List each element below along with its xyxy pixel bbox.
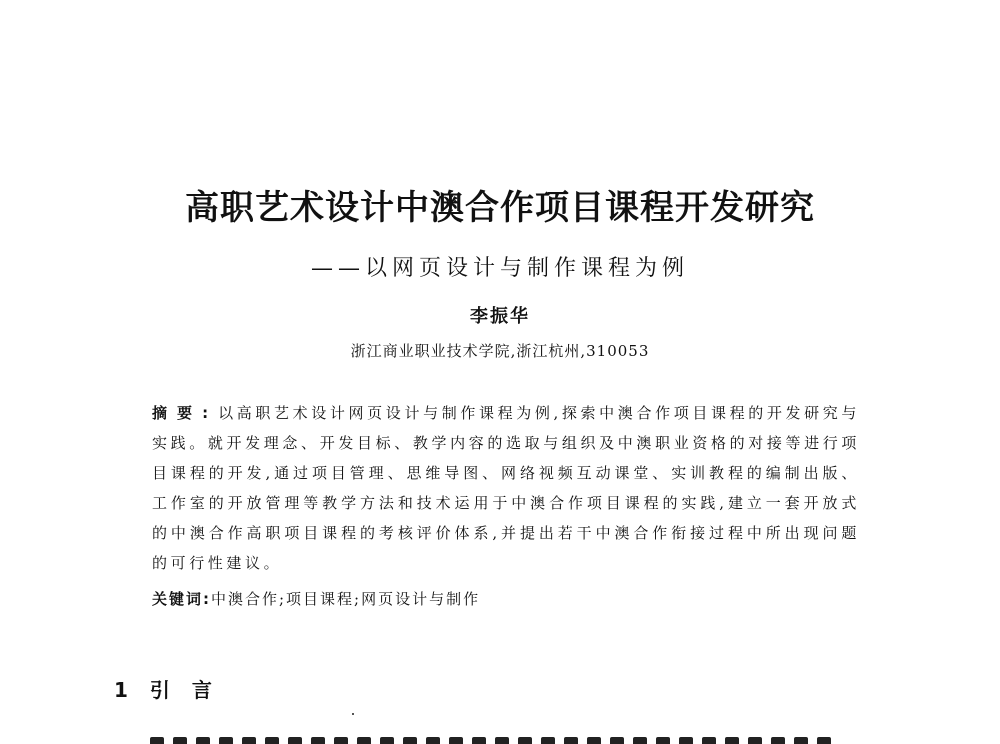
abstract-text: 以高职艺术设计网页设计与制作课程为例,探索中澳合作项目课程的开发研究与实践。就开发理念、开发目标、教学内容的选取与组织及中澳职业资格的对接等进行项目课程的开发,通过项目管理、思维导图、网络视频互动课堂、实训教程的编制出版、工作室的开放管理等教学方法和技术运用于中澳合作项目课程的实践,建立一套开放式的中澳合作高职项目课程的考核评价体系,并提出若干中澳合作衔接过程中所出现问题的可行性建议。: [152, 404, 861, 572]
section-title: 引言: [149, 678, 234, 702]
keywords: [152, 585, 860, 613]
abstract-label: 摘要:: [152, 404, 219, 422]
cutoff-text-line: [150, 736, 900, 744]
keywords-text: 中澳合作;项目课程;网页设计与制作: [211, 590, 481, 608]
keywords-label: 关键词:: [152, 590, 211, 608]
paper-subtitle: ——以网页设计与制作课程为例: [310, 256, 689, 281]
section-number: 1: [114, 678, 128, 702]
paper-title: 高职艺术设计中澳合作项目课程开发研究: [185, 188, 815, 228]
author-affiliation: 浙江商业职业技术学院,浙江杭州,310053: [350, 342, 650, 360]
abstract: [152, 398, 860, 578]
scan-speck: [352, 713, 354, 715]
section-heading: [114, 675, 234, 705]
author-name: 李振华: [470, 306, 530, 327]
